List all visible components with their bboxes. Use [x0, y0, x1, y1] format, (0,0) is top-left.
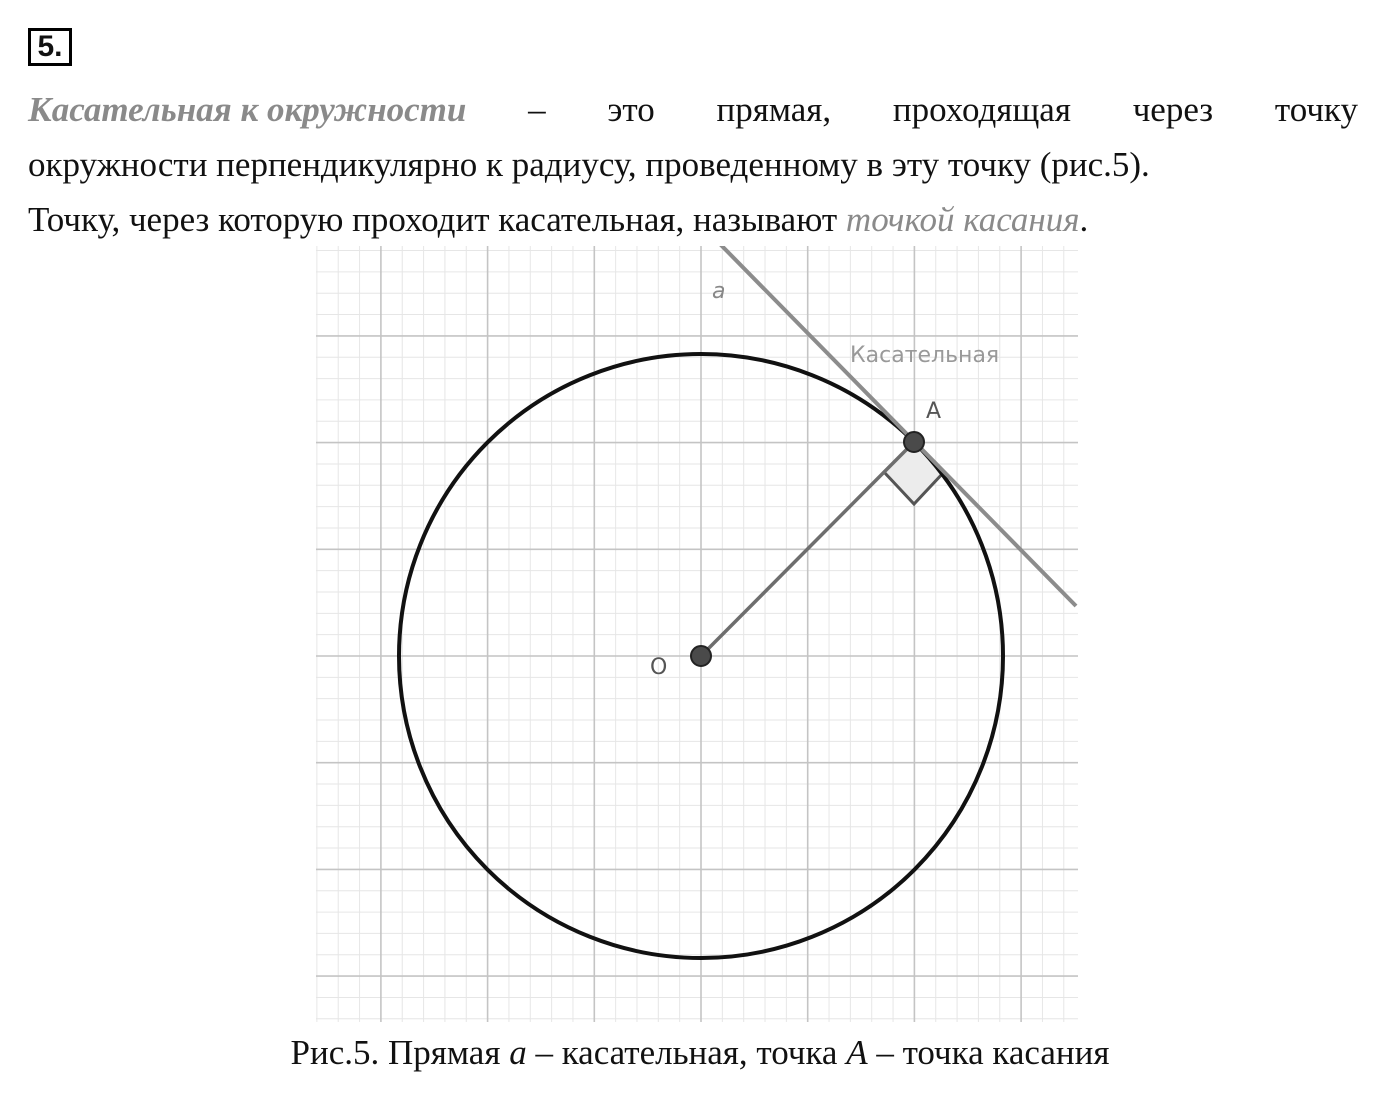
line-label-a: a — [712, 279, 726, 304]
word: прямая, — [716, 90, 832, 129]
task-number: 5. — [28, 28, 72, 66]
caption-var-A: A — [846, 1033, 868, 1072]
caption-var-a: a — [509, 1033, 527, 1072]
point-o — [691, 646, 711, 666]
term-tangent: Касательная к окружности — [28, 90, 467, 129]
line3-end: . — [1079, 200, 1089, 239]
word: проходящая — [892, 90, 1071, 129]
caption-middle: – касательная, точка — [526, 1033, 847, 1072]
figure-caption — [0, 1030, 1400, 1076]
paragraph-line-1 — [28, 82, 1358, 137]
tangent-label: Касательная — [850, 343, 1000, 368]
word: это — [607, 90, 655, 129]
point-a-label: A — [926, 399, 942, 424]
line3-start: Точку, через которую проходит касательная, называют — [28, 200, 846, 239]
caption-prefix: Рис.5. Прямая — [290, 1033, 510, 1072]
tangent-line-a — [720, 246, 1076, 606]
word: точку — [1274, 90, 1358, 129]
paragraph-line-3 — [28, 192, 1358, 247]
paragraph-line-2: окружности перпендикулярно к радиусу, проведенному в эту точку (рис.5). — [28, 145, 1150, 184]
point-a — [904, 432, 924, 452]
figure-tangent-circle — [316, 246, 1078, 1022]
caption-suffix: – точка касания — [867, 1033, 1110, 1072]
point-o-label: O — [650, 655, 668, 680]
word: через — [1132, 90, 1214, 129]
term-point-of-tangency: точкой касания — [845, 200, 1080, 239]
word: – — [528, 90, 546, 129]
definition-paragraph — [28, 82, 1358, 247]
